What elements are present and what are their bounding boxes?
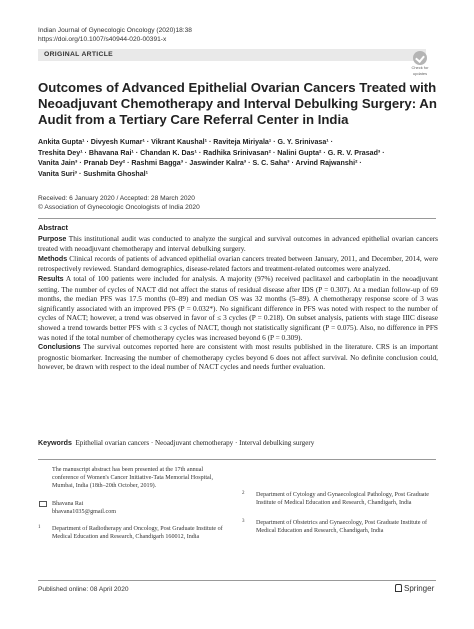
affiliation-number: 1 (38, 525, 41, 530)
journal-header (38, 26, 192, 44)
check-updates-icon (413, 51, 427, 65)
keywords-label: Keywords (38, 439, 72, 447)
abstract-results (38, 274, 438, 342)
envelope-icon (39, 501, 47, 507)
author-line: Vanita Jain³ · Pranab Dey² · Rashmi Bagga³ · Jaswinder Kalra³ · S. C. Saha³ · Arvind Rajwanshi² · (38, 159, 362, 168)
copyright: © Association of Gynecologic Oncologists of India 2020 (38, 204, 200, 211)
check-updates-label-2: updates (412, 70, 428, 76)
keywords-text: Epithelial ovarian cancers · Neoadjuvant chemotherapy · Interval debulking surgery (75, 439, 315, 447)
published-online: Published online: 08 April 2020 (38, 586, 129, 593)
affiliation-number: 3 (242, 519, 245, 524)
affiliation-text: Department of Cytology and Gynaecological Pathology, Post Graduate Institute of Medical Education and Research, Chandigarh, India (256, 492, 429, 506)
journal-citation: Indian Journal of Gynecologic Oncology (2020)18:38 (38, 27, 192, 34)
keywords (38, 438, 314, 448)
article-type-label: ORIGINAL ARTICLE (44, 51, 113, 58)
publisher-logo (395, 584, 434, 593)
abstract-purpose (38, 234, 438, 254)
affiliation-text: Department of Radiotherapy and Oncology, Post Graduate Institute of Medical Education and Research, Chandigarh 160012, India (52, 526, 223, 540)
received-accepted: Received: 6 January 2020 / Accepted: 28 March 2020 (38, 195, 195, 202)
divider (38, 459, 436, 460)
abstract (38, 223, 438, 372)
article-type-badge (38, 49, 426, 61)
footer-divider (38, 580, 436, 581)
check-updates-label-1: Check for (411, 65, 429, 70)
methods-label: Methods (38, 254, 68, 263)
corresponding-email[interactable]: bhavana1035@gmail.com (52, 509, 116, 515)
author-list (38, 137, 438, 179)
conclusions-text: The survival outcomes reported here are consistent with most results published in the literature. CRS is an important prognostic biomarker. Increasing the number of chemotherapy cycles beyond 6 does not affect survival. No definite conclusion could, however, be drawn with respect to the ideal number of NACT cycles and needs further evaluation. (38, 342, 439, 372)
author-line: Treshita Dey¹ · Bhavana Rai¹ · Chandan K. Das¹ · Radhika Srinivasan² · Nalini Gupta² · G. R. V. Prasad³ · (38, 148, 385, 157)
abstract-heading: Abstract (38, 223, 68, 232)
purpose-label: Purpose (38, 234, 67, 243)
affiliation-text: Department of Obstetrics and Gynaecology, Post Graduate Institute of Medical Education and Research, Chandigarh, India (256, 520, 428, 534)
affiliation-2 (242, 491, 436, 507)
article-dates (38, 194, 200, 212)
author-line: Vanita Suri³ · Sushmita Ghoshal¹ (38, 169, 148, 178)
article-title: Outcomes of Advanced Epithelial Ovarian Cancers Treated with Neoadjuvant Chemotherapy and Interval Debulking Surgery: An Audit from a Tertiary Care Referral Center in India (38, 80, 437, 127)
publisher-name: Springer (404, 584, 435, 593)
affiliation-1 (38, 525, 230, 541)
purpose-text: This institutional audit was conducted to analyze the surgical and survival outcomes in advanced epithelial ovarian cancers treated with neoadjuvant chemotherapy and interval debulking surgery. (38, 233, 438, 254)
divider (38, 218, 436, 219)
methods-text: Clinical records of patients of advanced epithelial ovarian cancers treated between January, 2011, and December, 2014, were retrospectively reviewed. Standard demographics, disease-related factors and treatment-related outcomes were analyzed. (38, 253, 439, 274)
doi-link[interactable]: https://doi.org/10.1007/s40944-020-00391-x (38, 36, 167, 43)
abstract-methods (38, 254, 438, 274)
corresponding-author (52, 500, 230, 516)
author-line: Ankita Gupta¹ · Divyesh Kumar¹ · Vikrant Kaushal¹ · Raviteja Miriyala¹ · G. Y. Srinivasa¹ · (38, 138, 333, 146)
check-for-updates-button[interactable] (408, 51, 432, 77)
results-text: A total of 100 patients were included for analysis. A majority (97%) received paclitaxel and carboplatin in the neoadjuvant setting. The number of cycles of NACT did not affect the status of residual disease after IDS (P = 0.307). At a median follow-up of 69 months, the median PFS was 17.5 months (0–89) and median OS was 32 months (5–89). A chemotherapy response score of 3 was significantly associated with an improved PFS (P = 0.032*). No significant difference in PFS was noted with respect to the number of cycles of NACT; however, a trend was observed in favor of ≤ 3 cycles (P = 0.218). On subset analysis, patients with stage IIIC disease showed a trend towards better PFS with ≤ 3 cycles of NACT, though not statistically significant (P = 0.075). Also, no difference in PFS was noted if the total number of chemotherapy cycles was increased beyond 6 (P = 0.309). (38, 273, 439, 342)
affiliation-3 (242, 519, 436, 535)
corresponding-name: Bhavana Rai (52, 501, 84, 507)
conclusions-label: Conclusions (38, 343, 81, 352)
affiliation-number: 2 (242, 491, 245, 496)
presentation-note: The manuscript abstract has been presented at the 17th annual conference of Women's Cancer Initiative-Tata Memorial Hospital, Mumbai, India (18th–20th October, 2019). (52, 467, 213, 489)
springer-horse-icon (395, 584, 402, 592)
results-label: Results (38, 274, 64, 283)
abstract-conclusions (38, 342, 438, 372)
